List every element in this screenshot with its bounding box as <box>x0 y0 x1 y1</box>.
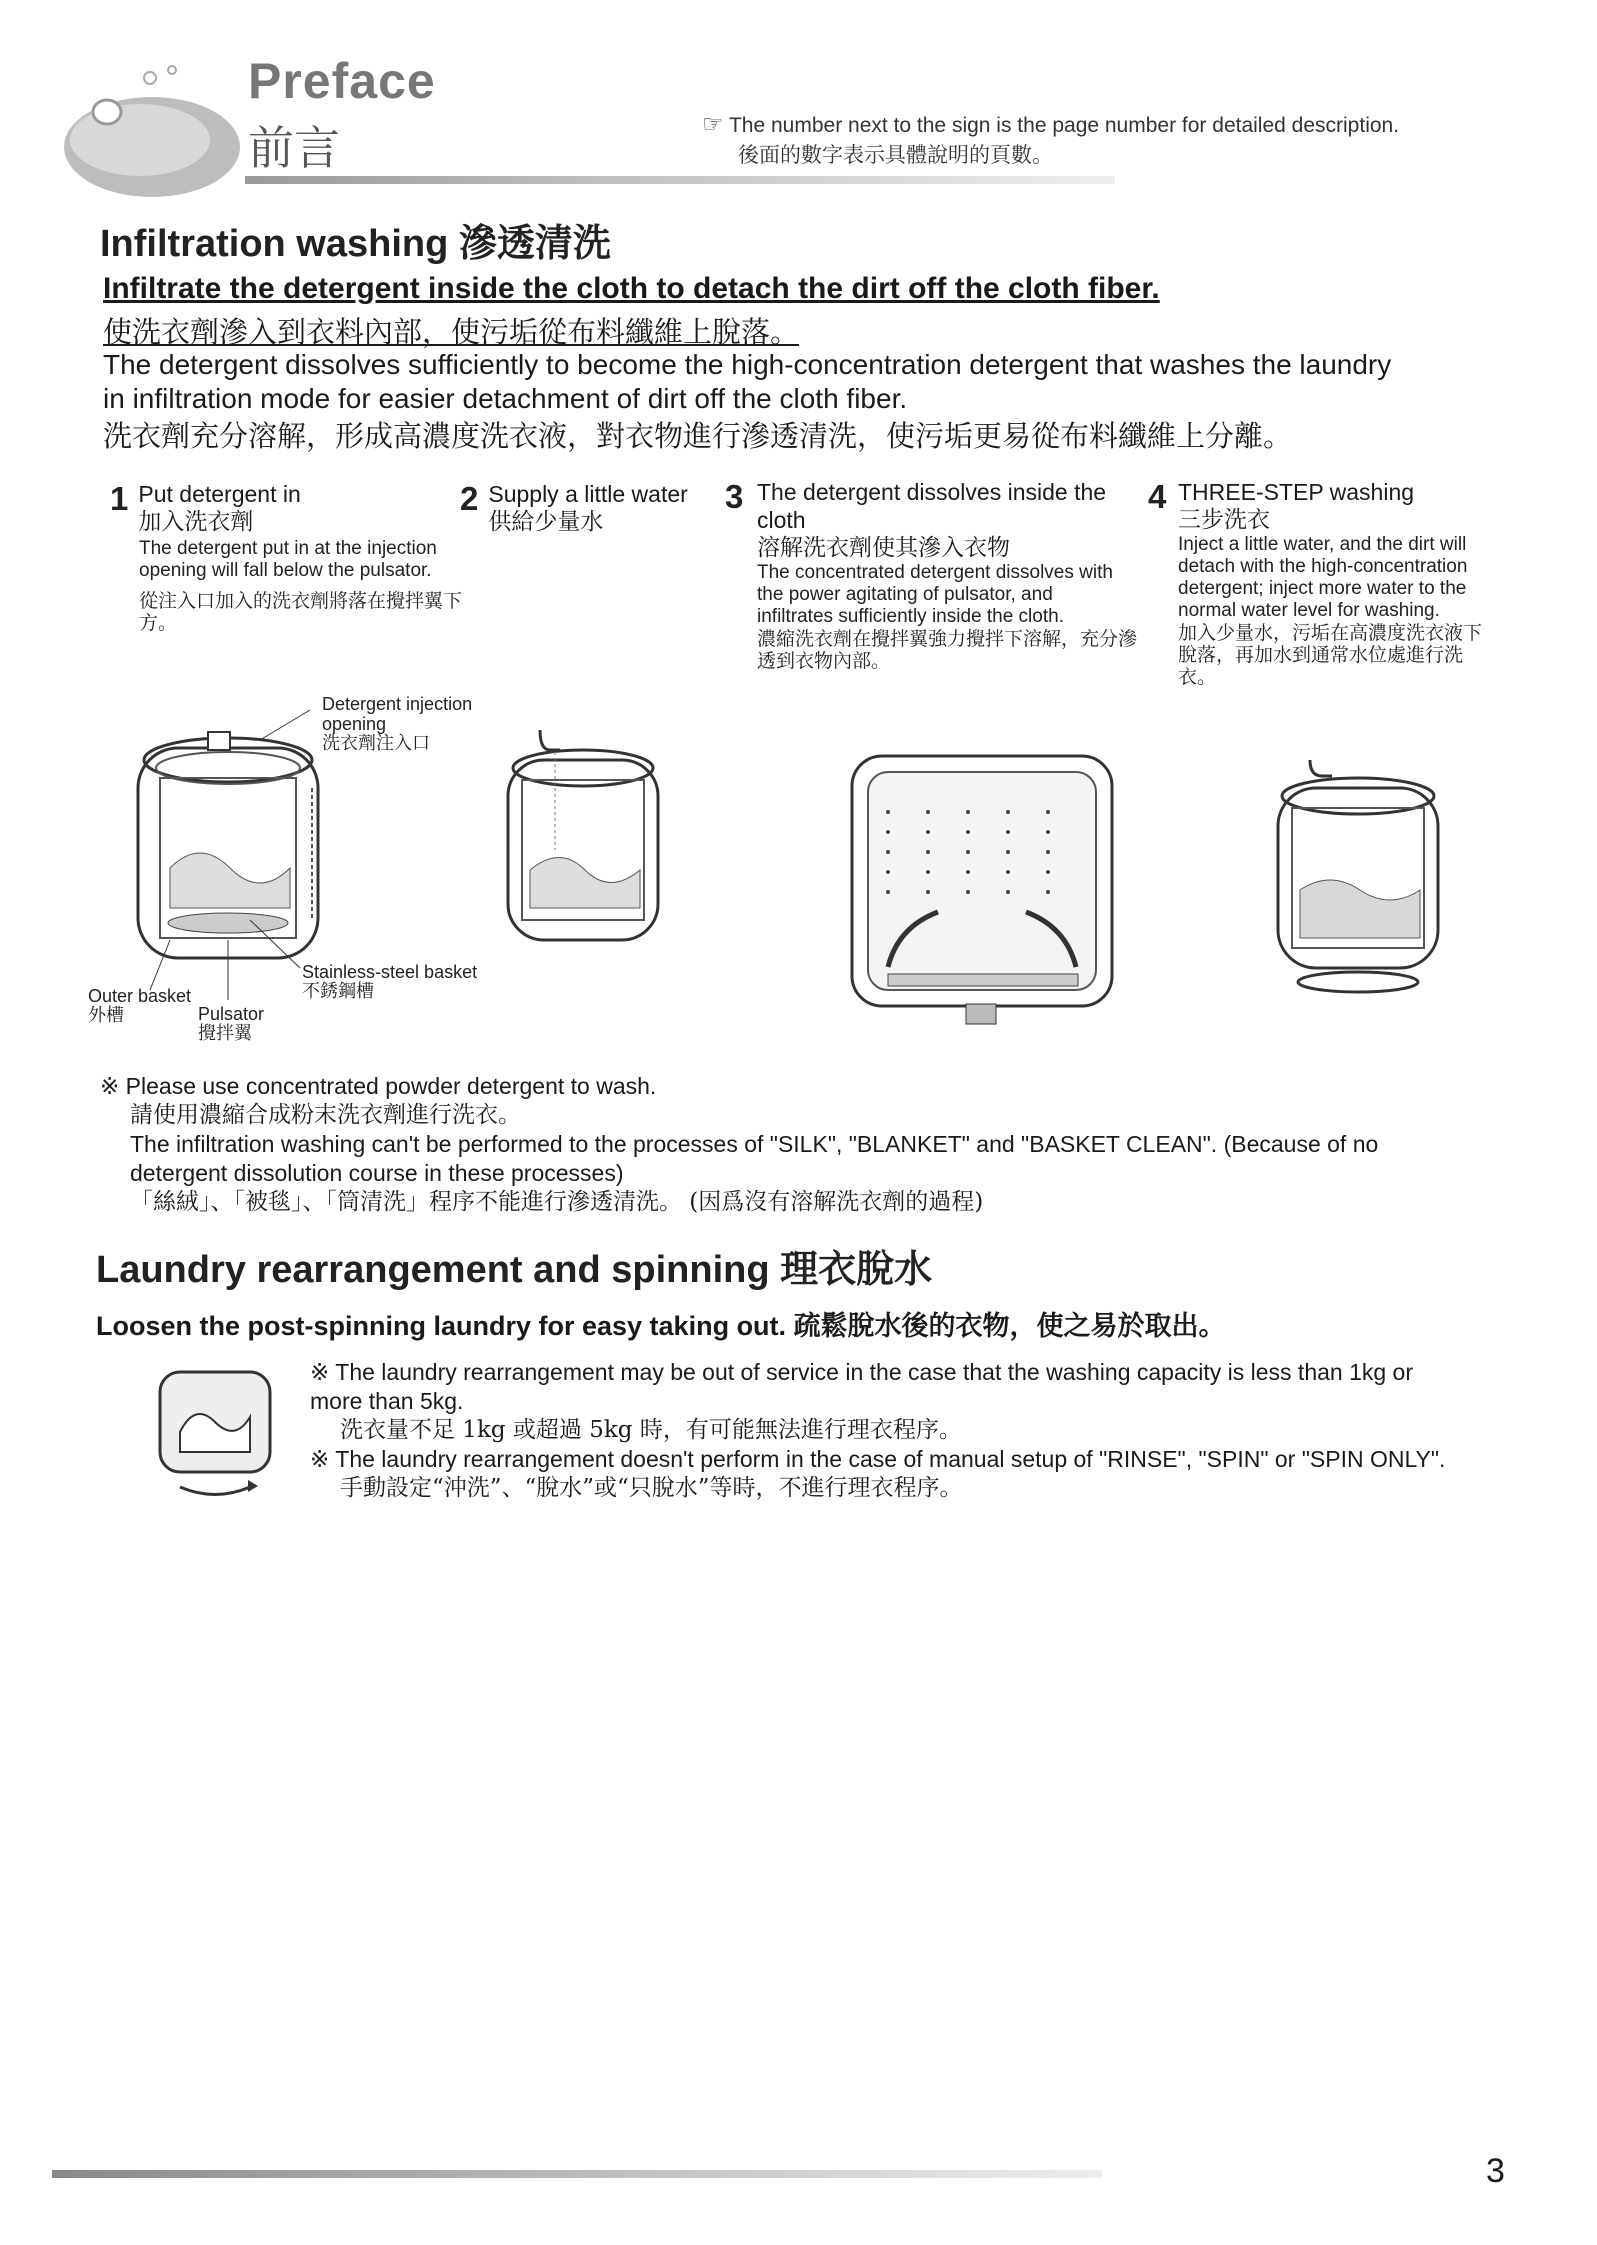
step-body-zh: 加入少量水，污垢在高濃度洗衣液下脫落，再加水到通常水位處進行洗衣。 <box>1178 622 1483 688</box>
step-title-en: The detergent dissolves inside the cloth <box>757 479 1107 533</box>
section-title-infiltration: Infiltration washing 滲透清洗 <box>100 223 611 265</box>
label-zh: 洗衣劑注入口 <box>322 733 430 754</box>
note-line: Please use concentrated powder detergent to wash. <box>125 1073 657 1099</box>
step-body-zh: 濃縮洗衣劑在攪拌翼強力攪拌下溶解，充分滲透到衣物內部。 <box>757 628 1138 672</box>
note-line: 「絲絨」、「被毯」、「筒清洗」程序不能進行滲透清洗。 (因爲沒有溶解洗衣劑的過程) <box>130 1189 984 1215</box>
step-title-en: Supply a little water <box>488 481 688 507</box>
step-body-zh: 從注入口加入的洗衣劑將落在攪拌翼下方。 <box>139 590 463 634</box>
header-divider <box>245 176 1115 184</box>
label-injection-opening <box>322 694 502 754</box>
header-note-en: The number next to the sign is the page number for detailed description. <box>728 114 1400 137</box>
footer-divider <box>52 2170 1102 2178</box>
note-mark: ※ <box>310 1446 330 1472</box>
step-body-en: The concentrated detergent dissolves with the power agitating of pulsator, and infiltrates sufficiently inside the cloth. <box>757 562 1113 627</box>
section-subtitle-en: Infiltrate the detergent inside the cloth to detach the dirt off the cloth fiber. <box>103 272 1160 305</box>
note-zh: 洗衣量不足 1kg 或超過 5kg 時，有可能無法進行理衣程序。 <box>340 1417 962 1443</box>
label-zh: 不銹鋼槽 <box>302 981 374 1002</box>
note-zh: 手動設定“沖洗”、“脫水”或“只脫水”等時，不進行理衣程序。 <box>340 1475 963 1501</box>
step-title-zh: 三步洗衣 <box>1178 507 1270 533</box>
section-subtitle-zh: 使洗衣劑滲入到衣料內部，使污垢從布料纖維上脫落。 <box>103 315 800 349</box>
section-description-zh: 洗衣劑充分溶解，形成高濃度洗衣液，對衣物進行滲透清洗，使污垢更易從布料纖維上分離。 <box>103 419 1293 453</box>
step-number: 2 <box>460 480 479 517</box>
step-1 <box>110 480 463 634</box>
label-zh: 外槽 <box>88 1005 124 1026</box>
washer-diagram-step3-icon <box>848 752 1118 1032</box>
note-mark: ※ <box>100 1073 120 1099</box>
step-title-zh: 供給少量水 <box>488 509 604 535</box>
laundry-rearrange-icon <box>150 1362 280 1502</box>
section-subtitle-rearrange: Loosen the post-spinning laundry for easy taking out. 疏鬆脫水後的衣物，使之易於取出。 <box>96 1311 1226 1341</box>
step-body-en: The detergent put in at the injection opening will fall below the pulsator. <box>139 538 437 581</box>
washer-diagram-step2-icon <box>500 730 670 960</box>
label-en: Detergent injection opening <box>322 694 473 734</box>
section-description-en: The detergent dissolves sufficiently to become the high-concentration detergent that washes the laundry in infiltration mode for easier detachment of dirt off the cloth fiber. <box>103 349 1392 414</box>
pointing-hand-icon: ☞ <box>702 111 724 138</box>
note-en: The laundry rearrangement doesn't perform in the case of manual setup of "RINSE", "SPIN" or "SPIN ONLY". <box>335 1446 1446 1472</box>
label-zh: 攪拌翼 <box>198 1023 252 1044</box>
leader-lines <box>140 700 340 1020</box>
step-title-zh: 溶解洗衣劑使其滲入衣物 <box>757 535 1010 561</box>
section-title-rearrange: Laundry rearrangement and spinning 理衣脫水 <box>96 1249 933 1291</box>
step-number: 4 <box>1148 478 1167 515</box>
note-line: The infiltration washing can't be performed to the processes of "SILK", "BLANKET" and "BASKET CLEAN". (Because of no detergent dissolution course in these processes) <box>130 1131 1379 1186</box>
note-en: The laundry rearrangement may be out of service in the case that the washing capacity is less than 1kg or more than 5kg. <box>310 1359 1414 1414</box>
infiltration-notes <box>100 1072 1430 1217</box>
washer-diagram-step4-icon <box>1270 760 1450 1000</box>
label-en: Pulsator <box>198 1004 265 1024</box>
step-title-zh: 加入洗衣劑 <box>138 509 254 535</box>
step-number: 3 <box>725 478 744 515</box>
step-body-en: Inject a little water, and the dirt will detach with the high-concentration detergent; inject more water to the normal water level for washing. <box>1178 534 1468 621</box>
label-en: Outer basket <box>88 986 192 1006</box>
note-mark: ※ <box>310 1359 330 1385</box>
page-title-zh: 前言 <box>248 121 340 175</box>
step-title-en: THREE-STEP washing <box>1178 479 1415 505</box>
page-title: Preface <box>248 53 436 109</box>
step-3 <box>725 478 1138 672</box>
header-note <box>702 110 1399 169</box>
preface-logo-icon <box>62 62 242 202</box>
step-number: 1 <box>110 480 129 517</box>
step-4 <box>1148 478 1488 688</box>
note-line: 請使用濃縮合成粉末洗衣劑進行洗衣。 <box>130 1102 521 1128</box>
rearrange-notes <box>310 1358 1460 1503</box>
step-2 <box>460 480 730 536</box>
page-number: 3 <box>1486 2152 1505 2190</box>
label-en: Stainless-steel basket <box>302 962 478 982</box>
step-title-en: Put detergent in <box>138 481 301 507</box>
header-note-zh: 後面的數字表示具體說明的頁數。 <box>738 143 1053 167</box>
